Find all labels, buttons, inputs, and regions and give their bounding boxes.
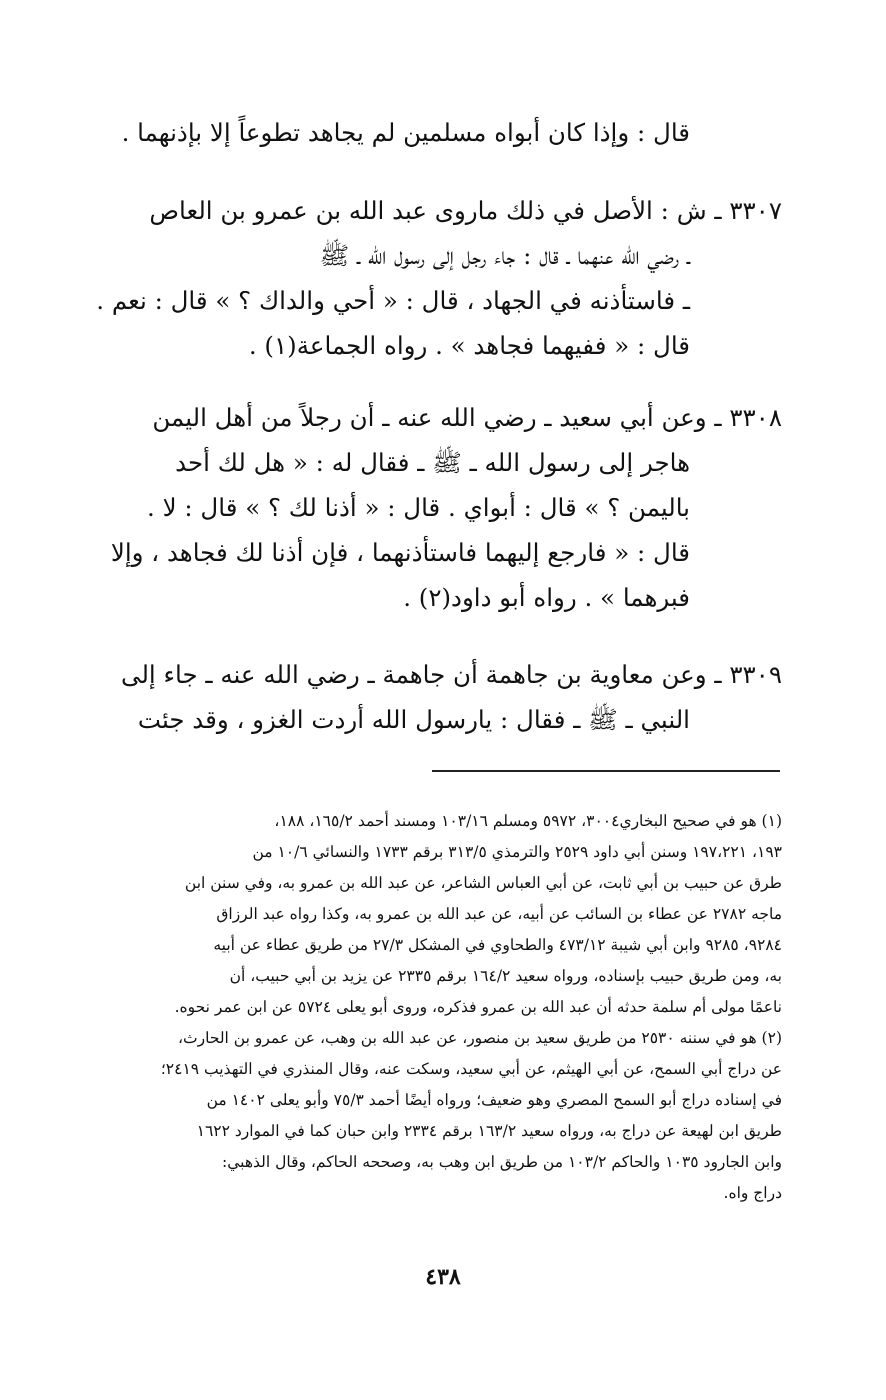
footnotes-section [92,806,782,1209]
hadith-3307-line-4: قال : « ففيهما فجاهد » . رواه الجماعة(١) . [248,331,690,360]
hadith-3308-line-5: فبرهما » . رواه أبو داود(٢) . [403,583,690,612]
footnote-line-4: ماجه ٢٧٨٢ عن عطاء بن السائب عن أبيه، عن عبد الله بن عمرو به، وكذا رواه عبد الرزاق [216,905,782,923]
footnote-line-12: وابن الجارود ١٠٣٥ والحاكم ١٠٣/٢ من طريق ابن وهب به، وصححه الحاكم، وقال الذهبي: [222,1153,782,1171]
hadith-3308-line-3: باليمن ؟ » قال : أبواي . قال : « أذنا لك ؟ » قال : لا . [147,493,690,522]
footnote-line-2: ١٩٣، ١٩٧،٢٢١ وسنن أبي داود ٢٥٢٩ والترمذي ٣١٣/٥ برقم ١٧٣٣ والنسائي ١٠/٦ من [252,843,782,861]
footnote-line-10: في إسناده دراج أبو السمح المصري وهو ضعيف؛ ورواه أيضًا أحمد ٧٥/٣ وأبو يعلى ١٤٠٢ من [206,1091,782,1109]
hadith-3307-line-2: ـ رضي الله عنهما ـ قال : جاء رجل إلى رسول الله ـ ﷺ [319,241,690,270]
hadith-3308-line-2: هاجر إلى رسول الله ـ ﷺ ـ فقال له : « هل لك أحد [175,448,690,477]
intro-line: قال : وإذا كان أبواه مسلمين لم يجاهد تطوعاً إلا بإذنهما . [121,118,690,147]
hadith-3307-line-1: ٣٣٠٧ ـ ش : الأصل في ذلك ماروى عبد الله بن عمرو بن العاص [149,196,782,225]
hadith-3308-line-4: قال : « فارجع إليهما فاستأذنهما ، فإن أذنا لك فجاهد ، وإلا [110,538,690,567]
footnote-line-11: طريق ابن لهيعة عن دراج به، ورواه سعيد ١٦٣/٢ برقم ٢٣٣٤ وابن حبان كما في الموارد ١٦٢٢ [196,1122,782,1140]
intro-paragraph [92,110,782,155]
footnote-divider [432,770,780,772]
hadith-3307-paragraph [92,188,782,368]
footnote-line-1: (١) هو في صحيح البخاري٣٠٠٤، ٥٩٧٢ ومسلم ١٠٣/١٦ ومسند أحمد ١٦٥/٢، ١٨٨، [274,812,782,830]
footnote-line-5: ٩٢٨٤، ٩٢٨٥ وابن أبي شيبة ٤٧٣/١٢ والطحاوي في المشكل ٢٧/٣ من طريق عطاء عن أبيه [213,936,782,954]
hadith-3309-line-2: النبي ـ ﷺ ـ فقال : يارسول الله أردت الغزو ، وقد جئت [137,705,690,734]
footnote-line-7: ناعمًا مولى أم سلمة حدثه أن عبد الله بن عمرو فذكره، وروى أبو يعلى ٥٧٢٤ عن ابن عمر نحوه. [174,998,782,1016]
hadith-3309-line-1: ٣٣٠٩ ـ وعن معاوية بن جاهمة أن جاهمة ـ رضي الله عنه ـ جاء إلى [121,660,782,689]
footnote-line-6: به، ومن طريق حبيب بإسناده، ورواه سعيد ١٦٤/٢ برقم ٢٣٣٥ عن يزيد بن أبي حبيب، أن [229,967,782,985]
hadith-3309-paragraph [92,652,782,742]
page-number: ٤٣٨ [425,1264,461,1290]
hadith-3307-line-3: ـ فاستأذنه في الجهاد ، قال : « أحي والداك ؟ » قال : نعم . [96,286,690,315]
footnote-line-9: عن دراج أبي السمح، عن أبي الهيثم، عن أبي سعيد، وسكت عنه، وقال المنذري في التهذيب ٢٤١٩؛ [160,1060,782,1078]
hadith-3308-line-1: ٣٣٠٨ ـ وعن أبي سعيد ـ رضي الله عنه ـ أن رجلاً من أهل اليمن [152,403,782,432]
footnote-line-13: دراج واه. [723,1184,782,1202]
hadith-3308-paragraph [92,395,782,620]
footnote-line-8: (٢) هو في سننه ٢٥٣٠ من طريق سعيد بن منصور، عن عبد الله بن وهب، عن عمرو بن الحارث، [178,1029,782,1047]
footnote-line-3: طرق عن حبيب بن أبي ثابت، عن أبي العباس الشاعر، عن عبد الله بن عمرو به، وفي سنن ابن [184,874,782,892]
